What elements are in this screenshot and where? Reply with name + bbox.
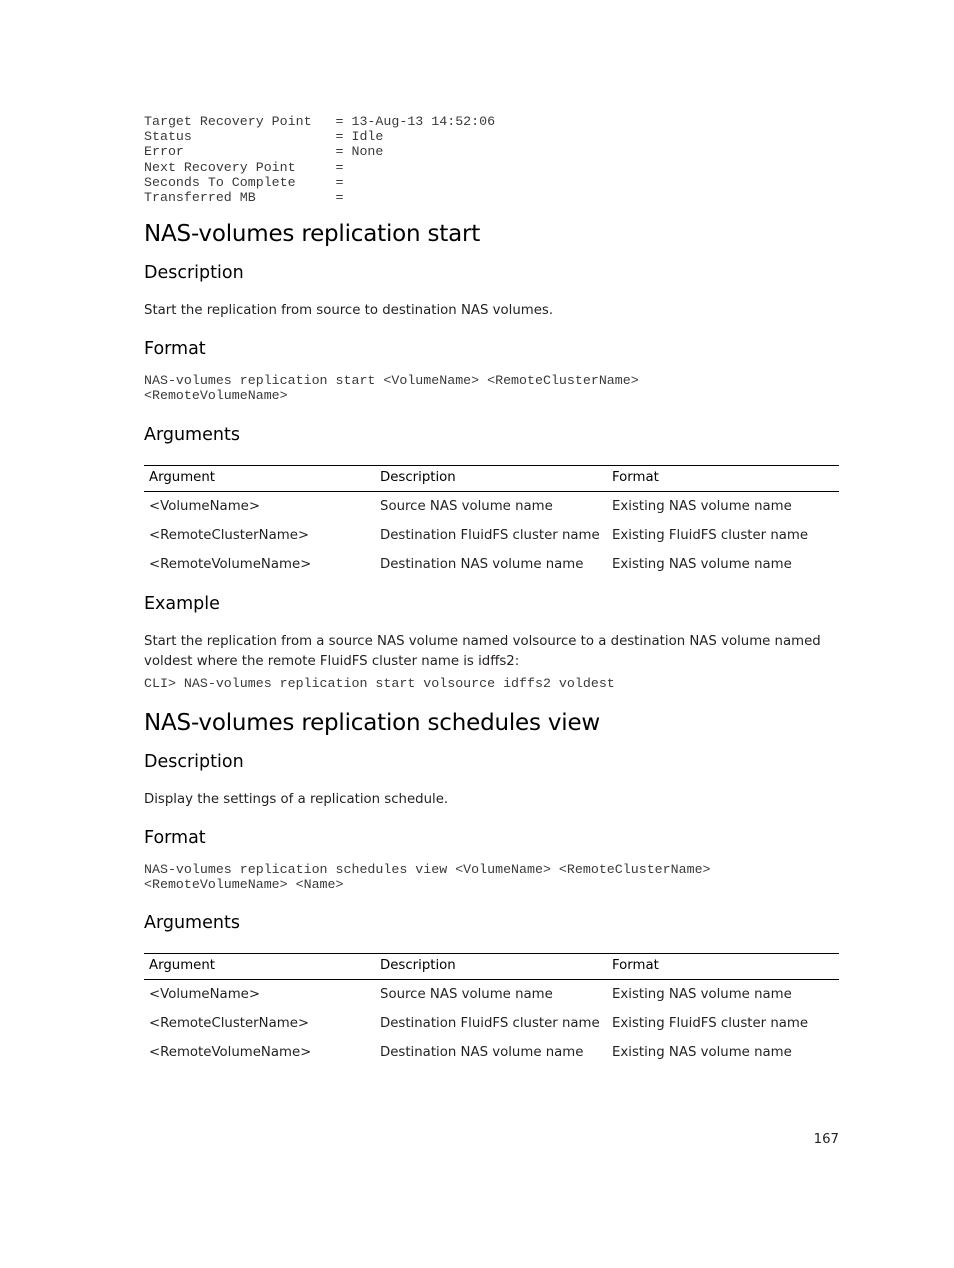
code-line: <RemoteVolumeName> xyxy=(144,388,288,404)
table-header-row xyxy=(144,465,839,491)
code-line: Target Recovery Point = 13-Aug-13 14:52:06 xyxy=(144,114,496,129)
format-code xyxy=(144,373,839,403)
table-cell: Existing FluidFS cluster name xyxy=(612,527,809,543)
code-line: Next Recovery Point = xyxy=(144,159,344,175)
table-row xyxy=(144,491,839,521)
arguments-table xyxy=(144,953,839,1067)
column-header-description: Description xyxy=(375,465,607,491)
table-row xyxy=(144,980,839,1010)
table-cell: <VolumeName> xyxy=(149,498,260,514)
code-line: NAS-volumes replication start <VolumeName> <RemoteClusterName> xyxy=(144,373,639,389)
table-cell: <RemoteClusterName> xyxy=(149,1016,310,1032)
table-row xyxy=(144,1038,839,1067)
table-cell: Destination NAS volume name xyxy=(380,1045,584,1061)
column-header-argument: Argument xyxy=(144,954,375,980)
table-row xyxy=(144,521,839,550)
table-cell: Existing NAS volume name xyxy=(612,987,792,1003)
document-page xyxy=(144,114,839,1067)
code-line: Seconds To Complete = xyxy=(144,174,344,190)
description-heading: Description xyxy=(144,751,244,772)
table-cell: Existing NAS volume name xyxy=(612,1045,792,1061)
code-line: Transferred MB = xyxy=(144,190,344,206)
description-text: Start the replication from source to destination NAS volumes. xyxy=(144,303,554,319)
column-header-argument: Argument xyxy=(144,465,375,491)
column-header-description: Description xyxy=(375,954,607,980)
code-line: <RemoteVolumeName> <Name> xyxy=(144,877,344,893)
code-line: Error = None xyxy=(144,144,384,160)
table-cell: <VolumeName> xyxy=(149,987,260,1003)
table-cell: <RemoteVolumeName> xyxy=(149,556,312,572)
example-text: Start the replication from a source NAS volume named volsource to a destination NAS volume named voldest where the remote FluidFS cluster name is idffs2: xyxy=(144,633,821,669)
table-cell: Existing FluidFS cluster name xyxy=(612,1016,809,1032)
arguments-heading: Arguments xyxy=(144,424,240,445)
table-cell: Destination NAS volume name xyxy=(380,556,584,572)
table-cell: Destination FluidFS cluster name xyxy=(380,1016,600,1032)
example-code xyxy=(144,676,839,691)
status-output-code xyxy=(144,114,839,205)
section-title-replication-start: NAS-volumes replication start xyxy=(144,221,481,248)
page-number: 167 xyxy=(813,1132,839,1147)
table-cell: Source NAS volume name xyxy=(380,498,553,514)
table-cell: Existing NAS volume name xyxy=(612,556,792,572)
code-line: CLI> NAS-volumes replication start volsource idffs2 voldest xyxy=(144,675,615,691)
description-heading: Description xyxy=(144,263,244,284)
code-line: Status = Idle xyxy=(144,129,384,145)
table-header-row xyxy=(144,954,839,980)
section-title-replication-schedules-view: NAS-volumes replication schedules view xyxy=(144,709,601,736)
table-cell: <RemoteClusterName> xyxy=(149,527,310,543)
code-line: NAS-volumes replication schedules view <VolumeName> <RemoteClusterName> xyxy=(144,861,711,877)
arguments-table xyxy=(144,465,839,579)
format-heading: Format xyxy=(144,339,206,360)
table-cell: Destination FluidFS cluster name xyxy=(380,527,600,543)
table-row xyxy=(144,1009,839,1038)
description-text: Display the settings of a replication schedule. xyxy=(144,791,449,807)
table-cell: <RemoteVolumeName> xyxy=(149,1045,312,1061)
table-cell: Source NAS volume name xyxy=(380,987,553,1003)
table-cell: Existing NAS volume name xyxy=(612,498,792,514)
column-header-format: Format xyxy=(607,954,839,980)
format-heading: Format xyxy=(144,827,206,848)
arguments-heading: Arguments xyxy=(144,913,240,934)
format-code xyxy=(144,862,839,892)
column-header-format: Format xyxy=(607,465,839,491)
table-row xyxy=(144,550,839,579)
example-heading: Example xyxy=(144,593,220,614)
